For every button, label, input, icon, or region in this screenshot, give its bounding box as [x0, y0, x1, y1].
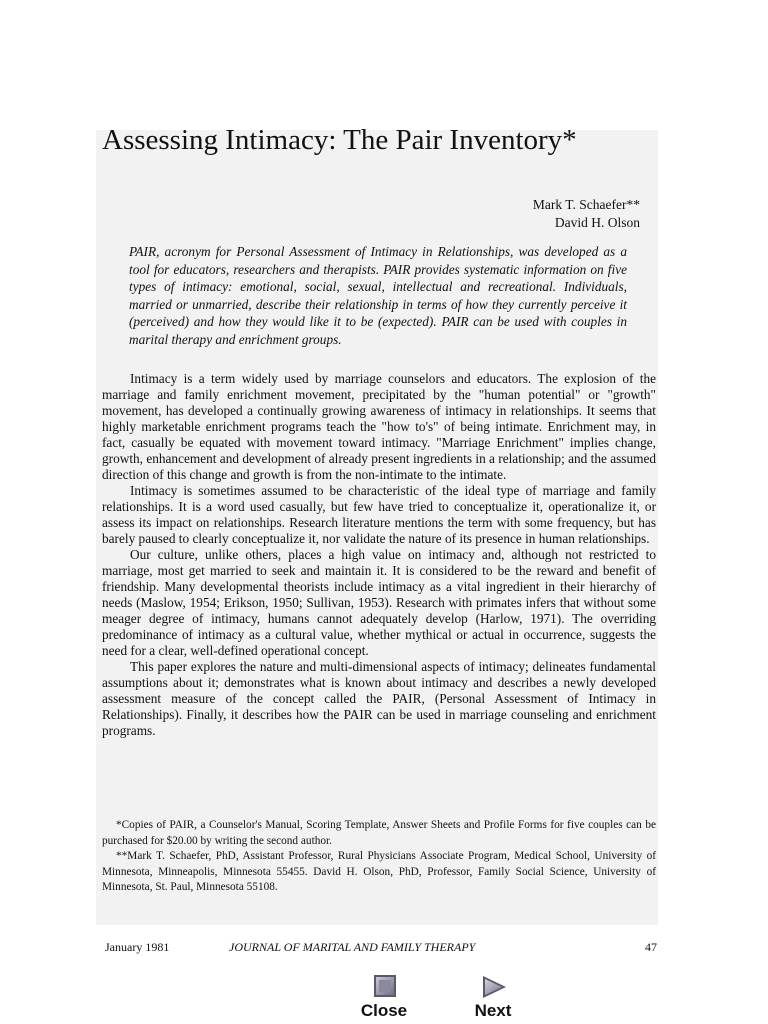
paragraph: Intimacy is sometimes assumed to be characteristic of the ideal type of marriage and family relationships. It is a word used casually, but few have tried to conceptualize it, operationalize it, or assess its impact on relationships. Research literature mentions the term with some frequency, but has barely paused to clearly conceptualize it, nor validate the nature of its presence in human relationships. — [102, 483, 656, 546]
footnotes — [102, 818, 656, 896]
play-triangle-icon — [481, 975, 507, 999]
paragraph: This paper explores the nature and multi-dimensional aspects of intimacy; delineates fundamental assumptions about it; demonstrates what is known about intimacy and describes a newly developed assessment measure of the concept called the PAIR, (Personal Assessment of Intimacy in Relationships). Finally, it describes how the PAIR can be used in marriage counseling and enrichment programs. — [102, 659, 656, 738]
footnote: *Copies of PAIR, a Counselor's Manual, Scoring Template, Answer Sheets and Profile Forms for five couples can be purchased for $20.00 by writing the second author. — [102, 819, 656, 847]
paragraph: Intimacy is a term widely used by marriage counselors and educators. The explosion of the marriage and family enrichment movement, precipitated by the "human potential" or "growth" movement, has developed a continually growing awareness of intimacy in relationships. It seems that highly marketable enrichment programs teach the "how to's" of being intimate. Enrichment may, in fact, casually be equated with movement toward intimacy. "Marriage Enrichment" implies change, growth, enhancement and development of already present ingredients in a relationship; and the assumed direction of this change and growth is from the non-intimate to the intimate. — [102, 371, 656, 482]
author-list — [533, 196, 640, 232]
next-label: Next — [474, 1001, 512, 1020]
close-label: Close — [360, 1001, 408, 1020]
footnote: **Mark T. Schaefer, PhD, Assistant Professor, Rural Physicians Associate Program, Medical School, University of Minnesota, Minneapolis, Minnesota 55455. David H. Olson, PhD, Professor, Family Social Science, University of Minnesota, St. Paul, Minnesota 55108. — [102, 850, 656, 893]
next-button[interactable] — [458, 970, 528, 1024]
footer-date: January 1981 — [105, 940, 170, 954]
document-title: Assessing Intimacy: The Pair Inventory* — [102, 124, 577, 156]
paragraph: Our culture, unlike others, places a high value on intimacy and, although not restricted to marriage, most get married to seek and maintain it. It is considered to be the reward and benefit of friendship. Many developmental theorists include intimacy as a vital ingredient in their hierarchy of needs (Maslow, 1954; Erikson, 1950; Sullivan, 1953). Research with primates infers that without some meager degree of intimacy, humans cannot adequately develop (Harlow, 1971). The overriding predominance of intimacy as a cultural value, whether mythical or actual in occurrence, suggests the need for a clear, well-defined operational concept. — [102, 547, 656, 658]
close-button[interactable] — [349, 970, 419, 1024]
square-stop-icon — [373, 974, 397, 998]
author-name: Mark T. Schaefer** — [532, 197, 640, 212]
page-footer — [105, 940, 657, 958]
body-text — [102, 371, 656, 739]
page-number: 47 — [645, 940, 657, 954]
footer-journal: JOURNAL OF MARITAL AND FAMILY THERAPY — [229, 940, 476, 954]
author-name: David H. Olson — [554, 215, 640, 230]
abstract: PAIR, acronym for Personal Assessment of Intimacy in Relationships, was developed as a tool for educators, researchers and therapists. PAIR provides systematic information on five types of intimacy: emotional, social, sexual, intellectual and recreational. Individuals, married or unmarried, describe their relationship in terms of how they currently perceive it (perceived) and how they would like it to be (expected). PAIR can be used with couples in marital therapy and enrichment groups. — [129, 244, 627, 347]
